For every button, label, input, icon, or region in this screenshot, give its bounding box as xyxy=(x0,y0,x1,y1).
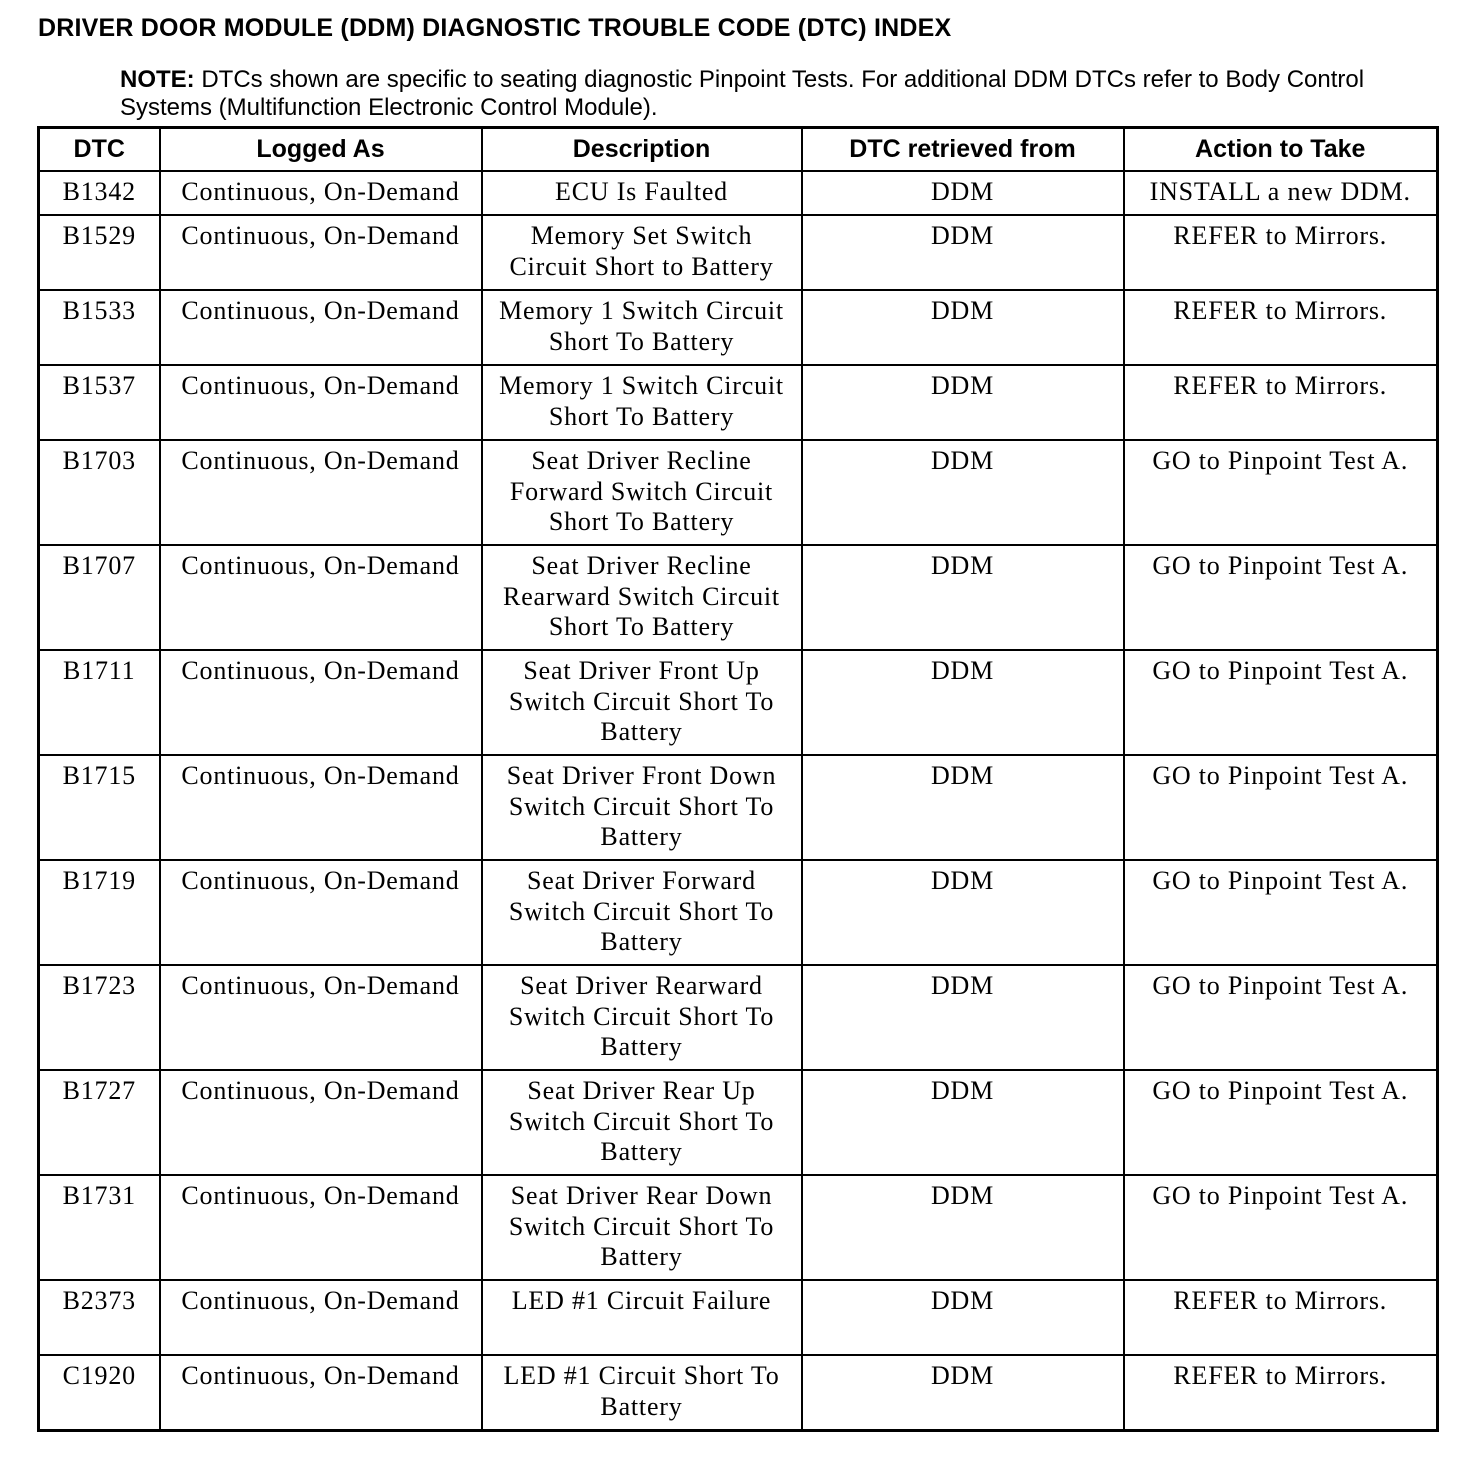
cell-action: REFER to Mirrors. xyxy=(1124,1355,1438,1430)
table-header-row xyxy=(39,128,1438,172)
cell-dtc: B1723 xyxy=(39,965,160,1070)
table-row xyxy=(39,755,1438,860)
cell-dtc: B1342 xyxy=(39,171,160,215)
cell-logged-as: Continuous, On-Demand xyxy=(160,215,482,290)
note-text: DTCs shown are specific to seating diagnostic Pinpoint Tests. For additional DDM DTCs refer to Body Control Systems (Multifunction Electronic Control Module). xyxy=(120,66,1365,121)
cell-description: LED #1 Circuit Failure xyxy=(482,1280,802,1355)
cell-retrieved-from: DDM xyxy=(802,171,1124,215)
table-row xyxy=(39,1280,1438,1355)
cell-dtc: B1719 xyxy=(39,860,160,965)
cell-retrieved-from: DDM xyxy=(802,545,1124,650)
cell-retrieved-from: DDM xyxy=(802,365,1124,440)
cell-dtc: B1727 xyxy=(39,1070,160,1175)
cell-logged-as: Continuous, On-Demand xyxy=(160,440,482,545)
cell-logged-as: Continuous, On-Demand xyxy=(160,171,482,215)
table-row xyxy=(39,965,1438,1070)
cell-action: REFER to Mirrors. xyxy=(1124,1280,1438,1355)
cell-dtc: B1529 xyxy=(39,215,160,290)
cell-action: GO to Pinpoint Test A. xyxy=(1124,860,1438,965)
cell-retrieved-from: DDM xyxy=(802,290,1124,365)
table-row xyxy=(39,650,1438,755)
cell-retrieved-from: DDM xyxy=(802,650,1124,755)
cell-description: Memory Set Switch Circuit Short to Battery xyxy=(482,215,802,290)
cell-dtc: B1703 xyxy=(39,440,160,545)
cell-logged-as: Continuous, On-Demand xyxy=(160,1355,482,1430)
table-row xyxy=(39,365,1438,440)
cell-retrieved-from: DDM xyxy=(802,755,1124,860)
header-action: Action to Take xyxy=(1124,128,1438,172)
cell-description: Seat Driver Rearward Switch Circuit Short To Battery xyxy=(482,965,802,1070)
cell-description: Memory 1 Switch Circuit Short To Battery xyxy=(482,290,802,365)
cell-action: REFER to Mirrors. xyxy=(1124,365,1438,440)
cell-logged-as: Continuous, On-Demand xyxy=(160,1070,482,1175)
cell-retrieved-from: DDM xyxy=(802,215,1124,290)
cell-description: Seat Driver Rear Up Switch Circuit Short To Battery xyxy=(482,1070,802,1175)
cell-retrieved-from: DDM xyxy=(802,1175,1124,1280)
header-logged-as: Logged As xyxy=(160,128,482,172)
cell-description: Seat Driver Forward Switch Circuit Short To Battery xyxy=(482,860,802,965)
table-row xyxy=(39,545,1438,650)
cell-action: REFER to Mirrors. xyxy=(1124,215,1438,290)
cell-logged-as: Continuous, On-Demand xyxy=(160,290,482,365)
cell-description: ECU Is Faulted xyxy=(482,171,802,215)
note-label: NOTE: xyxy=(120,66,195,93)
header-description: Description xyxy=(482,128,802,172)
cell-action: GO to Pinpoint Test A. xyxy=(1124,755,1438,860)
cell-dtc: B1707 xyxy=(39,545,160,650)
table-row xyxy=(39,1355,1438,1430)
cell-action: GO to Pinpoint Test A. xyxy=(1124,1175,1438,1280)
cell-retrieved-from: DDM xyxy=(802,440,1124,545)
dtc-index-table xyxy=(37,126,1439,1432)
cell-action: INSTALL a new DDM. xyxy=(1124,171,1438,215)
cell-dtc: B1533 xyxy=(39,290,160,365)
cell-logged-as: Continuous, On-Demand xyxy=(160,1175,482,1280)
page-title: DRIVER DOOR MODULE (DDM) DIAGNOSTIC TROUBLE CODE (DTC) INDEX xyxy=(38,14,952,42)
cell-logged-as: Continuous, On-Demand xyxy=(160,755,482,860)
cell-logged-as: Continuous, On-Demand xyxy=(160,1280,482,1355)
cell-logged-as: Continuous, On-Demand xyxy=(160,365,482,440)
cell-logged-as: Continuous, On-Demand xyxy=(160,860,482,965)
table-row xyxy=(39,440,1438,545)
cell-dtc: B1731 xyxy=(39,1175,160,1280)
cell-logged-as: Continuous, On-Demand xyxy=(160,650,482,755)
header-retrieved-from: DTC retrieved from xyxy=(802,128,1124,172)
cell-description: Memory 1 Switch Circuit Short To Battery xyxy=(482,365,802,440)
cell-action: GO to Pinpoint Test A. xyxy=(1124,965,1438,1070)
cell-retrieved-from: DDM xyxy=(802,965,1124,1070)
cell-dtc: C1920 xyxy=(39,1355,160,1430)
table-row xyxy=(39,1070,1438,1175)
cell-retrieved-from: DDM xyxy=(802,1280,1124,1355)
table-row xyxy=(39,290,1438,365)
cell-dtc: B1711 xyxy=(39,650,160,755)
cell-description: Seat Driver Rear Down Switch Circuit Short To Battery xyxy=(482,1175,802,1280)
cell-retrieved-from: DDM xyxy=(802,1355,1124,1430)
cell-action: GO to Pinpoint Test A. xyxy=(1124,1070,1438,1175)
cell-action: REFER to Mirrors. xyxy=(1124,290,1438,365)
cell-dtc: B1537 xyxy=(39,365,160,440)
table-row xyxy=(39,215,1438,290)
table-row xyxy=(39,171,1438,215)
cell-description: Seat Driver Front Down Switch Circuit Short To Battery xyxy=(482,755,802,860)
cell-action: GO to Pinpoint Test A. xyxy=(1124,440,1438,545)
cell-description: Seat Driver Recline Forward Switch Circuit Short To Battery xyxy=(482,440,802,545)
cell-logged-as: Continuous, On-Demand xyxy=(160,545,482,650)
cell-dtc: B2373 xyxy=(39,1280,160,1355)
note xyxy=(120,66,1420,122)
cell-retrieved-from: DDM xyxy=(802,1070,1124,1175)
cell-description: Seat Driver Front Up Switch Circuit Short To Battery xyxy=(482,650,802,755)
header-dtc: DTC xyxy=(39,128,160,172)
cell-description: LED #1 Circuit Short To Battery xyxy=(482,1355,802,1430)
table-row xyxy=(39,860,1438,965)
cell-description: Seat Driver Recline Rearward Switch Circuit Short To Battery xyxy=(482,545,802,650)
cell-dtc: B1715 xyxy=(39,755,160,860)
table-row xyxy=(39,1175,1438,1280)
cell-logged-as: Continuous, On-Demand xyxy=(160,965,482,1070)
cell-retrieved-from: DDM xyxy=(802,860,1124,965)
cell-action: GO to Pinpoint Test A. xyxy=(1124,545,1438,650)
cell-action: GO to Pinpoint Test A. xyxy=(1124,650,1438,755)
